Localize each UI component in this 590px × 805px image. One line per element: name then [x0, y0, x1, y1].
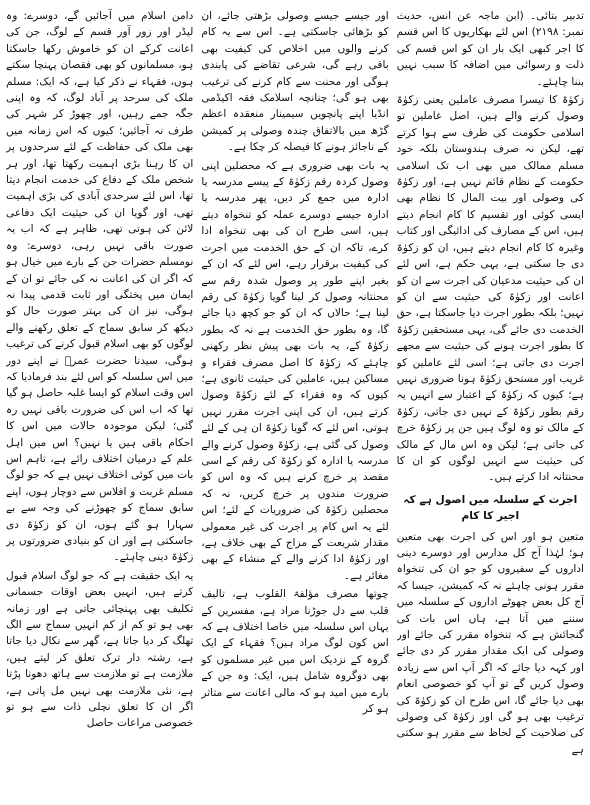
text-column-middle: [201, 8, 388, 797]
text-column-right: [397, 8, 584, 797]
paragraph: تدبیر بتائی۔ (ابن ماجہ عن انس، حدیث نمبر: ۲۱۹۸) اس لئے بھکاریوں کا اس قسم کا اجر کبھی ایک بار ان کو اس قسم کی ذلت و رسوائی میں اضافہ کا سبب نہیں بننا چاہئے۔: [396, 10, 584, 88]
paragraph: زکوٰۃ کا تیسرا مصرف عاملین یعنی زکوٰۃ وصول کرنے والے ہیں، اصل عاملین تو اسلامی حکومت کی طرف سے ہوا کرتے تھے، لیکن نہ صرف ہندوستان بلکہ خود مسلم ممالک میں بھی اب تک اسلامی حکومت کے نظام قائم نہیں ہے، اور زکوٰۃ کی وصولی اور بیت المال کا نظام بھی ایسی کوئی اور تقسیم کا کام انجام دیتے ہیں، اس کے مصارف کی ادائیگی اور کتاب وغیرہ کا کام انجام دیتے ہیں، ان کو زکوٰۃ دی جا سکتی ہے، یہی حکم ہے، اس لئے ان کی حیثیت مدعیان کی اجرت سے ان کو اعانت اور زکوٰۃ کی حیثیت سے ان کو نہیں؛ بلکہ بطور اجرت دیا جاسکتا ہے، حق الخدمت دی جائے گی، یہی مستحقین زکوٰۃ کا بطور اجرت ہونے کی حیثیت سے مجھے اجرت دی جاتی ہے؛ اسی لئے عاملین کو غریب اور مستحق زکوٰۃ ہونا ضروری نہیں ہے؛ کیوں کہ زکوٰۃ کے اعتبار سے انہیں یہ رقم بطور زکوٰۃ کے نہیں دی جاتی، زکوٰۃ کے مالک تو وہ لوگ ہیں جن پر زکوٰۃ خرچ کی جاتی ہے؛ لیکن وہ اس مال کے مالک کی حیثیت سے انہیں لوگوں کو ان کا محنتانہ ادا کرتے ہیں۔: [396, 94, 584, 484]
paragraph: دامن اسلام میں آجائیں گے، دوسرے: وہ لیڈر اور زور آور قسم کے لوگ، جن کی اعانت کرکے ان کو خاموش رکھا جاسکتا ہو، مسلمانوں کو بھی فقصان پہنچا سکتے ہوں، فقہاء نے ذکر کیا ہے، کہ ایک: مسلم ملک کی سرحد پر آباد لوگ، کہ وہ اپنی جگہ جمے رہیں، اور چھوڑ کر شہر کی طرف نہ آجائیں؛ کیوں کہ اس زمانہ میں بھی ملک کی حفاظت کے لئے سرحدوں پر ان کا رہنا بڑی اہمیت رکھتا تھا، اور ہر شخص ملک کے دفاع کی خدمت انجام دیتا تھا، اس لئے سرحدی آبادی کی بڑی اہمیت تھی، اور گویا ان کی حیثیت ایک دفاعی لائن کی ہوتی تھی، ظاہر ہے کہ اب یہ صورت باقی نہیں رہی، دوسرے: وہ نومسلم حضرات جن کے بارے میں خیال ہو کہ اگر ان کی اعانت نہ کی جائے تو ان کے ایمان میں پختگی اور ثابت قدمی پیدا نہ ہوگی، نیز ان کی بہتر صورت حال کو دیکھ کر سابق سماج کے تعلق رکھنے والے لوگوں کو بھی اسلام قبول کرنے کی ترغیب ہوگی، سیدنا حضرت عمرؓ نے اپنے دور میں اس سلسلہ کو اس لئے بند فرمادیا کہ اس وقت اسلام کو ایسا غلبہ حاصل ہو گیا تھا کہ اب اس کی ضرورت باقی نہیں رہ گئی؛ لیکن موجودہ حالات میں اس کا احکام باقی ہیں یا نہیں؟ اس میں اہل علم کے درمیان اختلاف رائے ہے، تاہم اس بات میں کوئی اختلاف نہیں ہے کہ جو لوگ مسلم غربت و افلاس سے دوچار ہوں، اپنے سابق سماج کو چھوڑنے کی وجہ سے بے سہارا ہو گئے ہوں، ان کو زکوٰۃ دی جاسکتی ہے اور ان کو بنیادی ضرورتوں پر زکوٰۃ دینی چاہئے۔: [6, 10, 194, 564]
paragraph: چوتھا مصرف مؤلفۃ القلوب ہے، تالیف قلب سے دل جوڑنا مراد ہے، مفسرین کے یہاں اس سلسلہ میں خاصا اختلاف ہے کہ اس کون لوگ مراد ہیں؟ فقہاء کے ایک گروہ کے نزدیک اس میں غیر مسلموں کو بھی دوگروہ شامل ہیں، ایک: وہ جن کے بارے میں امید ہو کہ مالی اعانت سے متاثر ہو کر: [201, 588, 389, 716]
paragraph: متعین ہو اور اس کی اجرت بھی متعین ہو؛ لہٰذا آج کل مدارس اور دوسرے دینی اداروں کے سفیروں کو جو ان کی تنخواہ مقرر ہونی چاہئے نہ کہ کمیشن، جیسا کہ آج کل بعض چھوٹے اداروں کے سلسلہ میں سننے میں آتا ہے، ہاں اس بات کی گنجائش ہے کہ تنخواہ مقرر کی جائے اور وصولی کی ایک مقدار مقرر کر دی جائے اور کہہ دیا جائے کہ اگر آپ اس سے زیادہ وصول کریں گے تو آپ کو خصوصی انعام بھی دیا جائے گا، اس طرح ان کو زکوٰۃ کی ترغیب بھی ہو گی اور زکوٰۃ کی وصولی کی صلاحیت کے لحاظ سے مقرر ہو سکتی ہے: [396, 530, 584, 756]
paragraph: یہ ایک حقیقت ہے کہ جو لوگ اسلام قبول کرتے ہیں، انہیں بعض اوقات جسمانی تکلیف بھی پہنچائی جاتی ہے اور زمانہ بھی ہو تو کم از کم انہیں سماج سے الگ تھلگ کر دیا جاتا ہے، گھر سے نکال دیا جاتا ہے، رشتہ دار ترک تعلق کر لیتے ہیں، ملازمت ہے تو ملازمت سے ہاتھ دھونا پڑتا ہے، نئی ملازمت بھی نہیں مل پاتی ہے، اگر ان کا تعلق نچلی ذات سے ہو تو خصوصی مراعات حاصل: [6, 569, 194, 730]
paragraph: اور جیسے جیسے وصولی بڑھتی جائے، ان کو بڑھائی جاسکتی ہے۔ اس سے یہ کام کرنے والوں میں اخلاص کی کیفیت بھی باقی رہے گی، شرعی تقاضے کی پابندی ہوگی اور محنت سے کام کرنے کی ترغیب بھی ہو گی؛ چنانچہ اسلامک فقہ اکیڈمی انڈیا اپنے پانچویں سیمینار منعقدہ اعظم گڑھ میں بالاتفاق چندہ وصولی پر کمیشن کے ناجائز ہونے کا فیصلہ کر چکا ہے۔: [201, 10, 389, 154]
section-heading: اجرت کے سلسلہ میں اصول ہے کہ اجیر کا کام: [403, 493, 578, 523]
paragraph: یہ بات بھی ضروری ہے کہ محصلین اپنی وصول کردہ رقم زکوٰۃ کے پیسے مدرسہ یا ادارہ میں جمع کر دیں، پھر مدرسہ یا ادارہ جیسے دوسرے عملہ کو تنخواہ دیتے ہیں، اسی طرح ان کی بھی تنخواہ ادا کرے، تاکہ ان کے حق الخدمت میں اجرت کی کیفیت برقرار رہے، اس لئے کہ ان کے بغیر اپنے طور پر وصول شدہ رقم سے محنتانہ وصول کر لینا گویا زکوٰۃ کی رقم لینا ہے؛ حالاں کہ ان کو جو کچھ دیا جائے گا، وہ بطور حق الخدمت ہے نہ کہ بطور زکوٰۃ کے، یہ بات بھی پیش نظر رکھنی چاہئے کہ زکوٰۃ کا اصل مصرف فقراء و مساکین ہیں، عاملین کی حیثیت ثانوی ہے؛ کیوں کہ وہ فقراء کے لئے زکوٰۃ وصول کرتے ہیں، ان کی اپنی اجرت مقرر نہیں ہوتی، اس لئے کہ گویا زکوٰۃ ان ہی کے لئے وصول کی گئی ہے، زکوٰۃ وصول کرنے والے مدرسہ یا ادارہ کو زکوٰۃ کی رقم کے اسی مقصد پر خرچ کرنے ہیں کہ وہ اس کو ضرورت مندوں پر خرچ کریں، نہ کہ محصلین زکوٰۃ کی ضروریات کے لئے؛ اس لئے یہ اس کام پر اجرت کی غیر معمولی مقدار شریعت کے مزاج کے بھی خلاف ہے، اور زکوٰۃ ادا کرنے والے کے منشاء کے بھی مغائر ہے۔: [201, 159, 389, 582]
text-column-left: [6, 8, 193, 797]
